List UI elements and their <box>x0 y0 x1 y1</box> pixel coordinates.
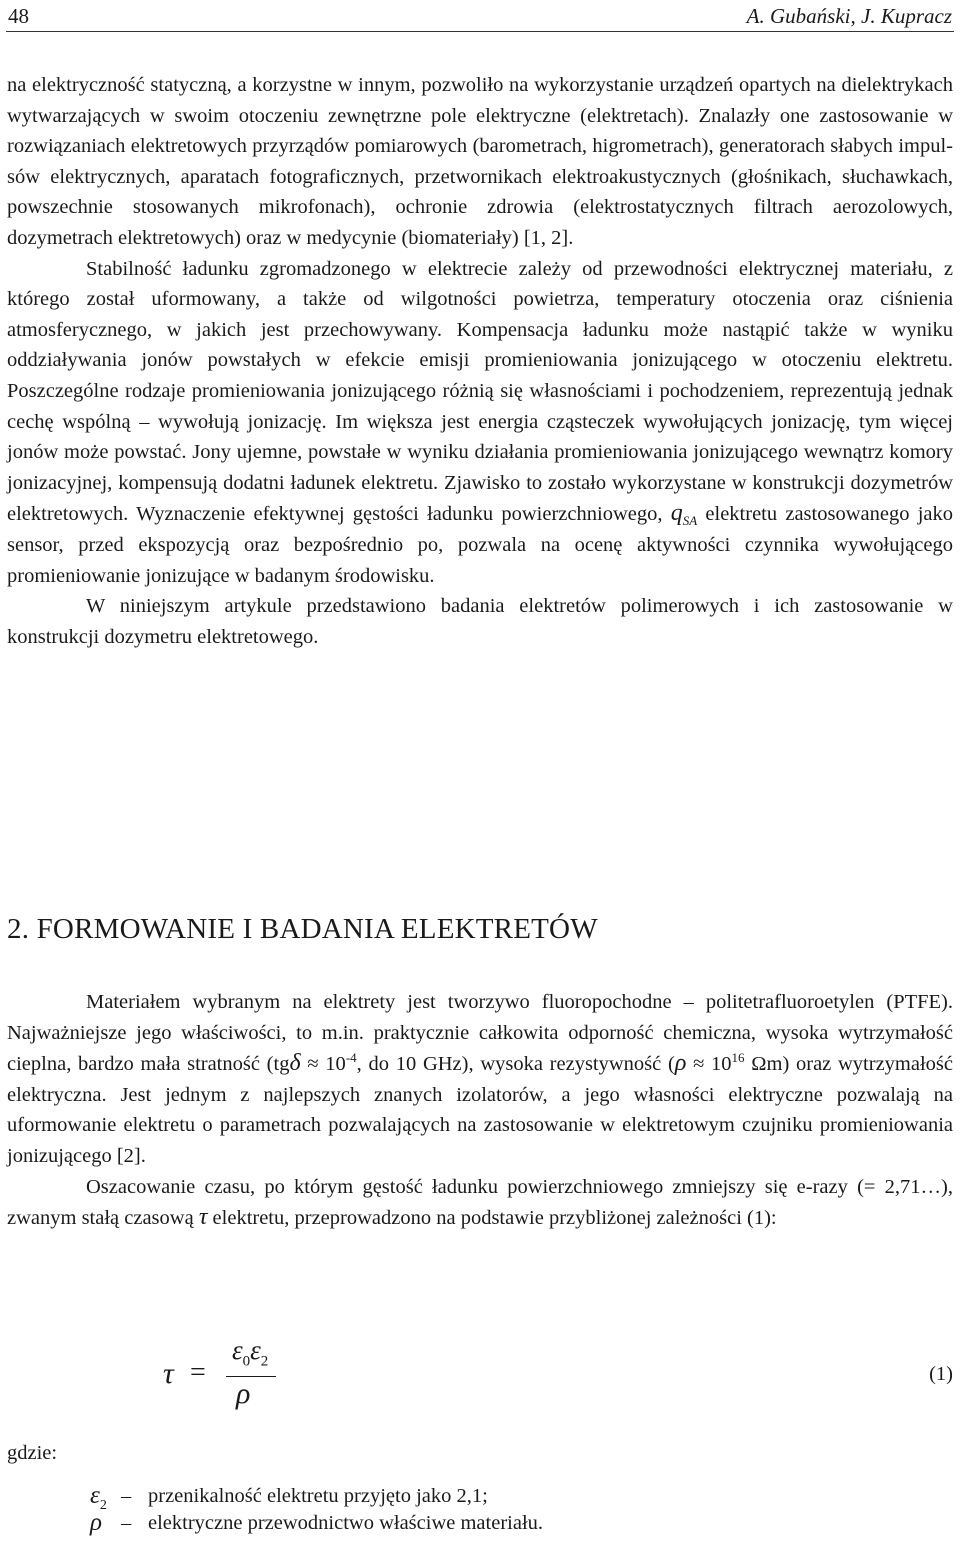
equals-sign: = <box>190 1357 206 1388</box>
running-header <box>8 4 952 32</box>
paragraph: Oszacowanie czasu, po którym gęstość ładunku powierzchniowego zmniejszy się e-razy (= 2,71…), zwanym stałą czasową τ elektretu, przeprowadzono na podstawie przybliżonej zależności (1): <box>7 1175 953 1231</box>
paragraph: Materiałem wybranym na elektrety jest tworzywo fluoropochodne – politetrafluoroetylen (PTFE). Najważniejsze jego właściwości, to m.in. praktycznie całkowita odporność chemiczna, wysoka wytrzymałość cieplna, bardzo mała stratność ($tg\delta \approx 10^{-4}$, do 10 GHz), wysoka rezystywność ($\rho \approx 10^{16}$ Ωm) oraz wytrzymałość elektryczna. Jest jednym z najlepszych znanych izolatorów, a jego własności elektryczne pozwalają na uformowanie elektretu o parametrach pozwalających na zastosowanie w elektretowym czujniku promieniowania jonizującego [2]. <box>7 991 953 1167</box>
tau-symbol: τ <box>198 1204 208 1231</box>
equation-numerator: $\varepsilon_0\varepsilon_2$ <box>232 1335 269 1370</box>
header-rule <box>6 31 954 32</box>
definition-dash: – <box>121 1512 132 1534</box>
page-number: 48 <box>8 4 29 28</box>
equation-denominator: ρ <box>236 1377 251 1410</box>
paragraph-text: elektretu zastosowanego jako sensor, przed ekspozycją oraz bezpośrednio po, pozwala na ocenę aktywności czynnika wywołującego promieniowanie jonizujące w badanym środowisku. <box>7 503 953 587</box>
paragraph <box>7 254 953 592</box>
definition-text: elektryczne przewodnictwo właściwe materiału. <box>148 1512 544 1534</box>
section-heading: 2. FORMOWANIE I BADANIA ELEKTRETÓW <box>7 913 598 945</box>
definition-symbol: ρ <box>90 1509 102 1536</box>
delta-symbol: δ <box>289 1050 301 1077</box>
where-label: gdzie: <box>7 1442 58 1464</box>
paragraph-text: Stabilność ładunku zgromadzonego w elektrecie zależy od przewodności elektrycznej materiału, z którego został uformowany, a także od wilgotności powietrza, temperatury otoczenia oraz ciśnienia atmosferycznego, w jakich jest przechowywany. Kompensacja ładunku może nastąpić także w wyniku oddziaływania jonów powstałych w efekcie emisji promieniowania jonizującego w otoczeniu elektretu. Poszczególne rodzaje promieniowania jonizującego różnią się własnościami i pochodzeniem, reprezentują jednak cechę wspólną – wywołują jonizację. Im większa jest energia cząsteczek wywołujących jonizację, tym więcej jonów może powstać. Jony ujemne, powstałe w wyniku działania promieniowania jonizującego wewnątrz komory jonizacyjnej, kompensują dodatni ładunek elektretu. Zjawisko to zostało wykorzystane w konstrukcji dozymetrów elektretowych. Wyznaczenie efektywnej gęstości ładunku powierzchniowego, <box>7 257 953 526</box>
paragraph: W niniejszym artykule przedstawiono badania elektretów polimerowych i ich zastosowanie w konstrukcji dozymetru elektretowego. <box>7 595 953 648</box>
fraction-bar <box>226 1376 276 1377</box>
intro-text <box>7 70 953 652</box>
charge-density-symbol: $q_{SA}$ <box>670 500 698 529</box>
equation-1 <box>0 1335 960 1415</box>
paragraph: na elektryczność statyczną, a korzystne w innym, pozwoliło na wykorzystanie urządzeń opartych na dielektrykach wytwarzających w swoim otoczeniu zewnętrzne pole elektryczne (elektretach). Znalazły one zastosowanie w rozwiązaniach elektretowych przyrządów pomiarowych (barometrach, higrometrach), generatorach słabych impulsów elektrycznych, aparatach fotograficznych, przetwornikach elektroakustycznych (głośnikach, słuchawkach, powszechnie stosowanych mikrofonach), ochronie zdrowia (elektrostatycznych filtrach aerozolowych, dozymetrach elektretowych) oraz w medycynie (biomateriały) [1, 2]. <box>7 74 953 249</box>
running-header-authors: A. Gubański, J. Kupracz <box>746 4 952 28</box>
rho-symbol: ρ <box>674 1050 687 1077</box>
equation-number: (1) <box>929 1363 953 1385</box>
definition-dash: – <box>121 1485 132 1507</box>
equation-lhs: τ <box>163 1357 174 1390</box>
definition-symbol: $\varepsilon_2$ <box>90 1482 107 1513</box>
definition-text: przenikalność elektretu przyjęto jako 2,1; <box>148 1485 488 1507</box>
section-text <box>7 987 953 1234</box>
